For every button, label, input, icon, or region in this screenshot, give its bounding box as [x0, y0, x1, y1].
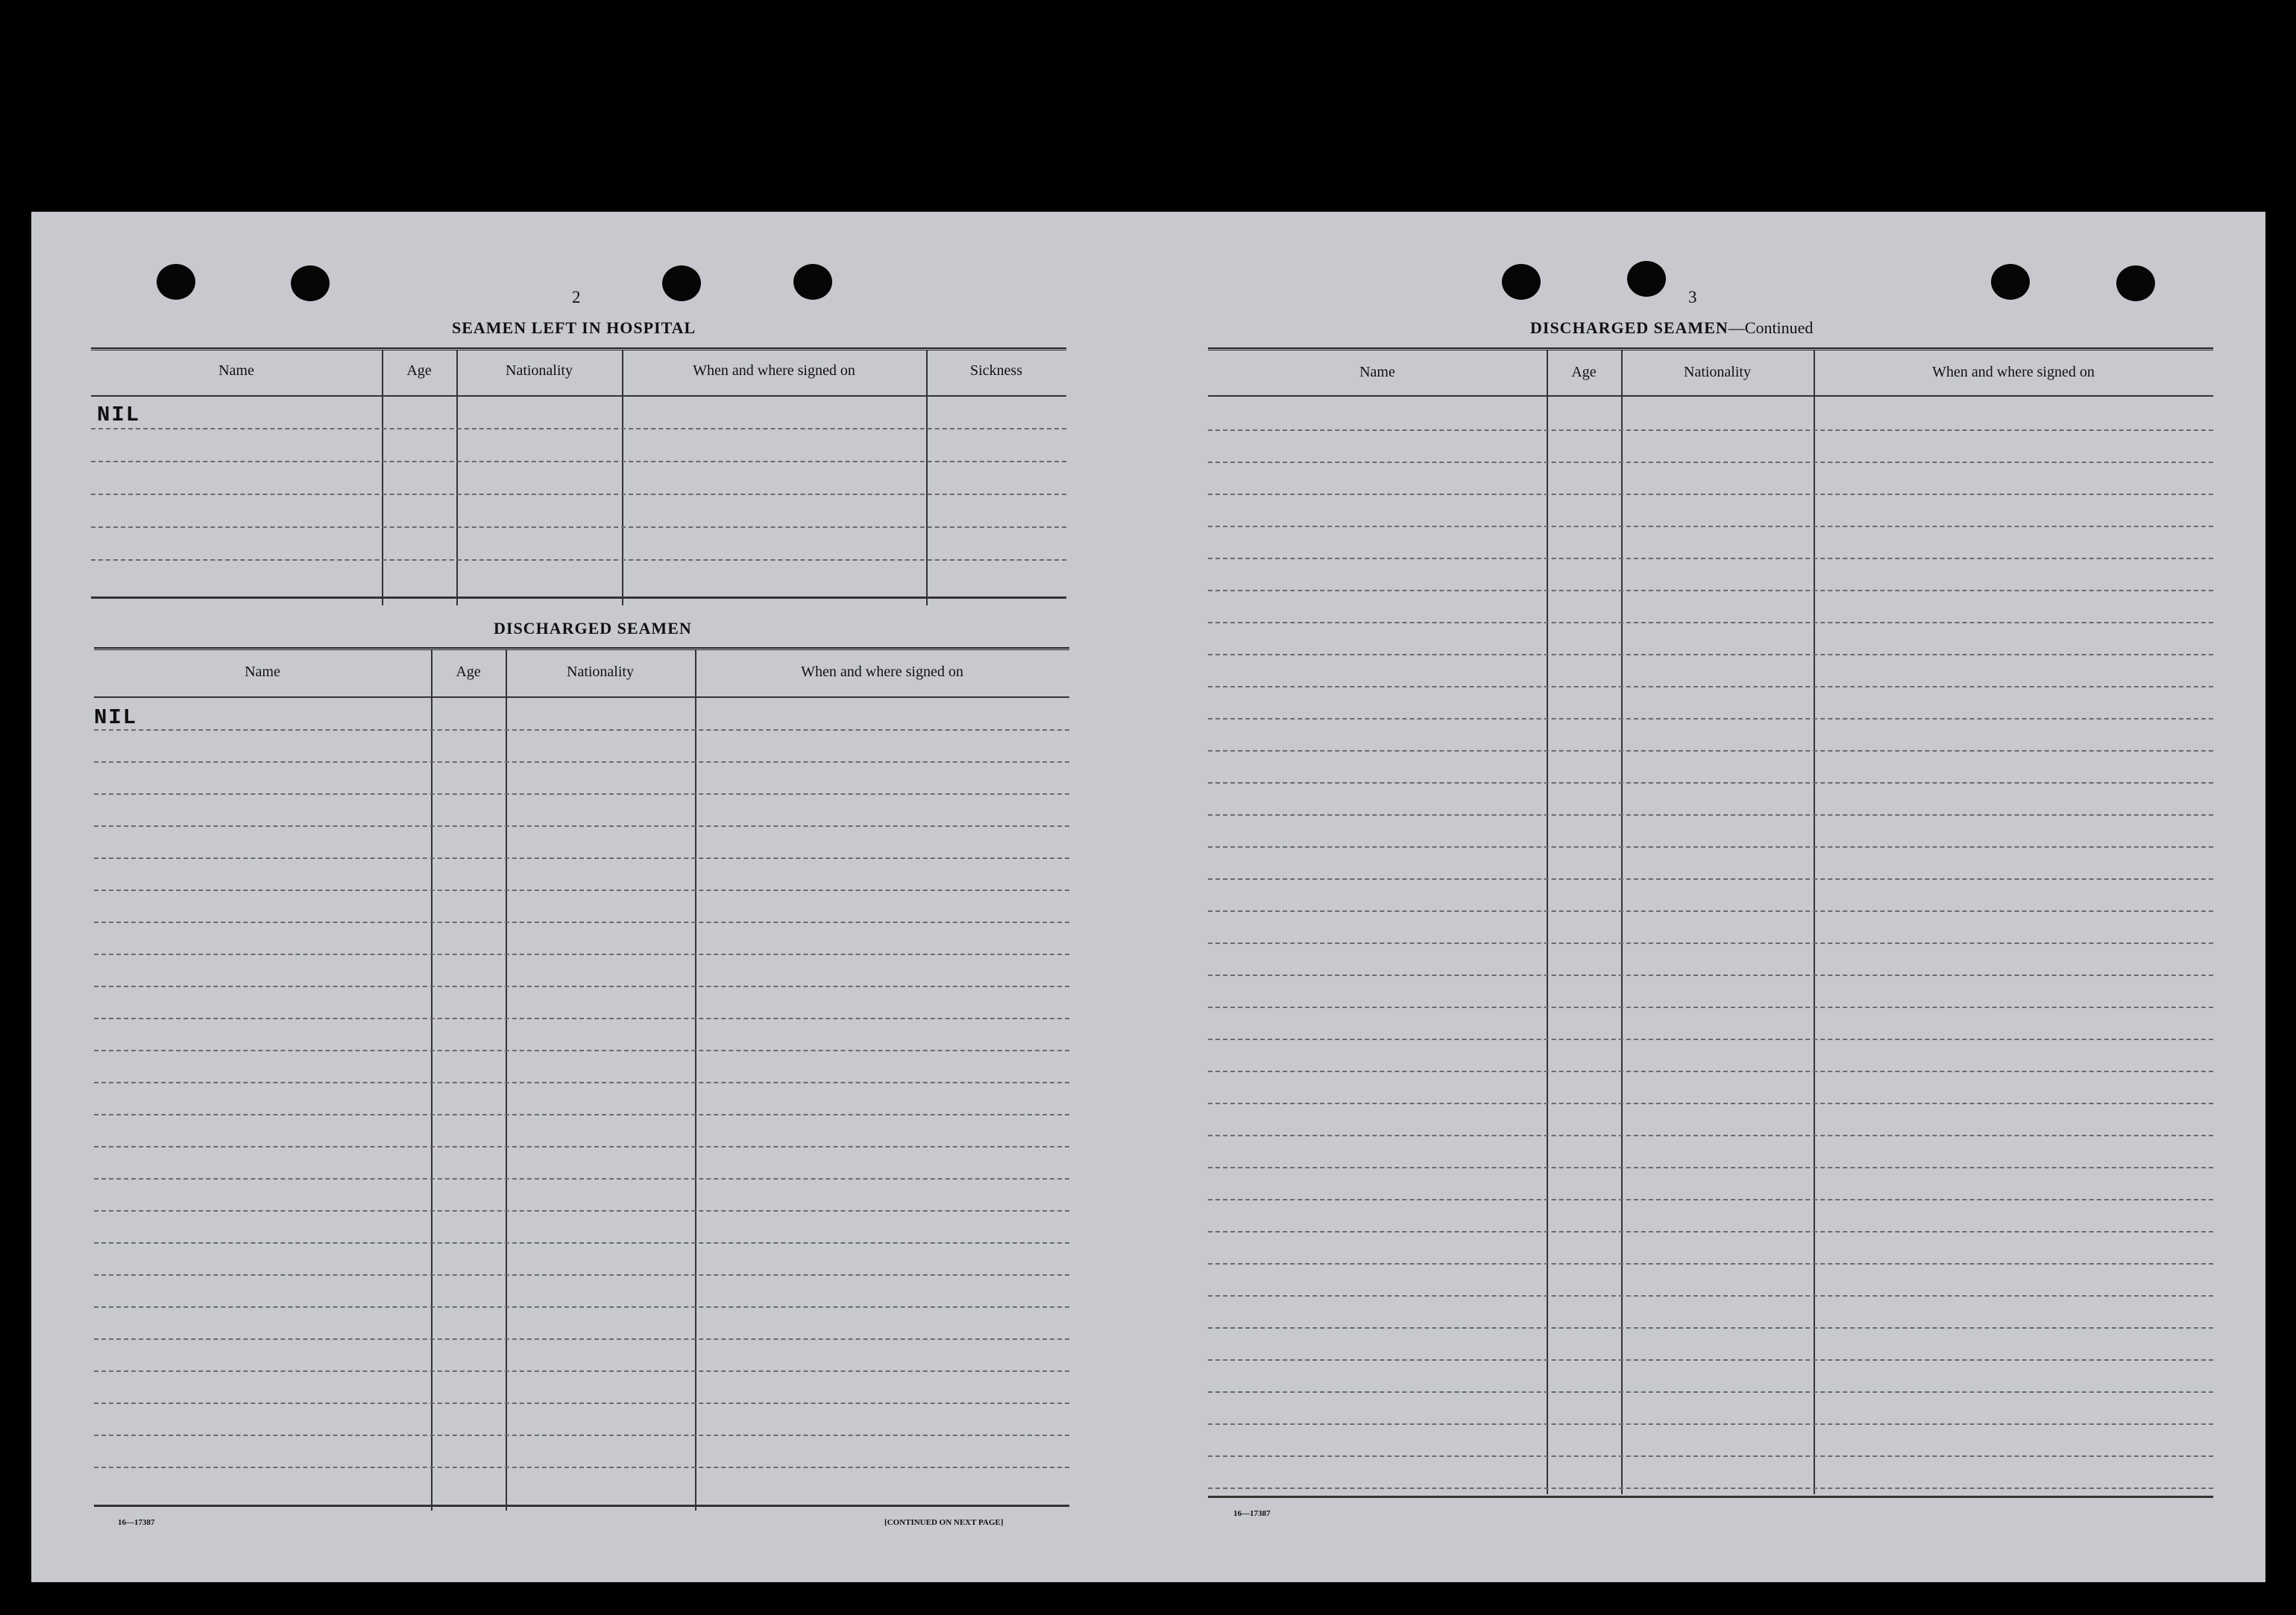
table-row	[91, 559, 1066, 561]
table-row	[1208, 878, 2213, 880]
table-row	[94, 1402, 1069, 1404]
table-row	[1208, 462, 2213, 463]
column-header-signed-on: When and where signed on	[801, 664, 963, 680]
discharged-continued-title	[1530, 318, 1813, 338]
column-header-nationality: Nationality	[1684, 364, 1751, 380]
table-row	[1208, 1007, 2213, 1008]
punch-hole	[1502, 264, 1541, 300]
table-row	[94, 1178, 1069, 1180]
table-row	[94, 825, 1069, 827]
table-row	[1208, 558, 2213, 559]
title-suffix: —Continued	[1728, 318, 1814, 337]
punch-hole	[1991, 264, 2030, 300]
table-row	[1208, 750, 2213, 752]
punch-hole	[662, 265, 701, 301]
punch-hole	[1627, 261, 1666, 297]
table-row	[1208, 494, 2213, 495]
page-number-right: 3	[1688, 288, 1697, 306]
table-row	[94, 793, 1069, 795]
table-row	[1208, 1488, 2213, 1489]
table-row	[1208, 1263, 2213, 1265]
table-row	[1208, 1327, 2213, 1329]
discharged-entry-name: NIL	[94, 705, 138, 730]
table-row	[1208, 1391, 2213, 1393]
table-row	[94, 1146, 1069, 1148]
table-row	[94, 890, 1069, 891]
table-row	[91, 494, 1066, 495]
table-row	[1208, 1199, 2213, 1200]
form-number-left: 16—17387	[118, 1518, 155, 1527]
column-header-age: Age	[406, 362, 432, 379]
table-row	[1208, 686, 2213, 687]
column-header-name: Name	[245, 664, 280, 680]
table-row	[94, 1274, 1069, 1276]
table-row	[1208, 1231, 2213, 1232]
table-row	[94, 1210, 1069, 1212]
title-main: DISCHARGED SEAMEN	[1530, 318, 1729, 337]
column-header-sickness: Sickness	[970, 362, 1022, 379]
table-row	[91, 526, 1066, 528]
continued-note: [CONTINUED ON NEXT PAGE]	[884, 1518, 1004, 1527]
punch-hole	[157, 264, 195, 300]
table-row	[94, 922, 1069, 923]
column-header-age: Age	[1571, 364, 1597, 380]
punch-hole	[291, 265, 330, 301]
table-row	[94, 1018, 1069, 1019]
column-header-signed-on: When and where signed on	[1932, 364, 2095, 380]
table-row	[1208, 1135, 2213, 1136]
punch-hole	[2116, 265, 2155, 301]
form-number-right: 16—17387	[1233, 1509, 1271, 1518]
table-row	[1208, 526, 2213, 527]
table-row	[94, 954, 1069, 955]
table-row	[94, 1306, 1069, 1308]
hospital-table	[91, 347, 1066, 605]
table-row	[94, 1370, 1069, 1372]
punch-hole	[793, 264, 832, 300]
table-row	[94, 729, 1069, 731]
table-row	[1208, 814, 2213, 816]
table-row	[91, 428, 1066, 429]
discharged-section-title: DISCHARGED SEAMEN	[494, 619, 692, 638]
column-header-name: Name	[218, 362, 254, 379]
hospital-section-title: SEAMEN LEFT IN HOSPITAL	[452, 318, 696, 337]
table-row	[1208, 1103, 2213, 1104]
table-row	[94, 1467, 1069, 1468]
discharged-table	[94, 647, 1069, 1511]
column-header-nationality: Nationality	[506, 362, 573, 379]
column-header-name: Name	[1359, 364, 1395, 380]
table-row	[1208, 846, 2213, 848]
table-row	[91, 461, 1066, 462]
table-row	[94, 857, 1069, 859]
table-row	[1208, 429, 2213, 431]
table-row	[94, 1338, 1069, 1340]
table-row	[1208, 782, 2213, 784]
column-header-age: Age	[456, 664, 481, 680]
table-row	[1208, 942, 2213, 944]
table-row	[1208, 1455, 2213, 1457]
column-header-signed-on: When and where signed on	[693, 362, 855, 379]
table-row	[1208, 622, 2213, 623]
table-row	[94, 986, 1069, 987]
table-row	[1208, 1359, 2213, 1361]
table-row	[94, 1082, 1069, 1083]
table-row	[94, 761, 1069, 763]
table-row	[1208, 975, 2213, 976]
form-sheet	[31, 212, 2265, 1582]
table-row	[94, 1114, 1069, 1115]
column-header-nationality: Nationality	[567, 664, 634, 680]
table-row	[94, 1242, 1069, 1244]
table-row	[1208, 654, 2213, 655]
table-row	[94, 1435, 1069, 1436]
hospital-entry-name: NIL	[97, 403, 141, 427]
table-row	[94, 1050, 1069, 1051]
table-row	[1208, 1167, 2213, 1168]
table-row	[1208, 1039, 2213, 1040]
table-row	[1208, 718, 2213, 720]
table-row	[1208, 1423, 2213, 1425]
table-row	[1208, 1295, 2213, 1297]
table-row	[1208, 910, 2213, 912]
discharged-continued-table	[1208, 347, 2213, 1503]
page-number-left: 2	[572, 288, 581, 306]
table-row	[1208, 1071, 2213, 1072]
table-row	[1208, 590, 2213, 591]
